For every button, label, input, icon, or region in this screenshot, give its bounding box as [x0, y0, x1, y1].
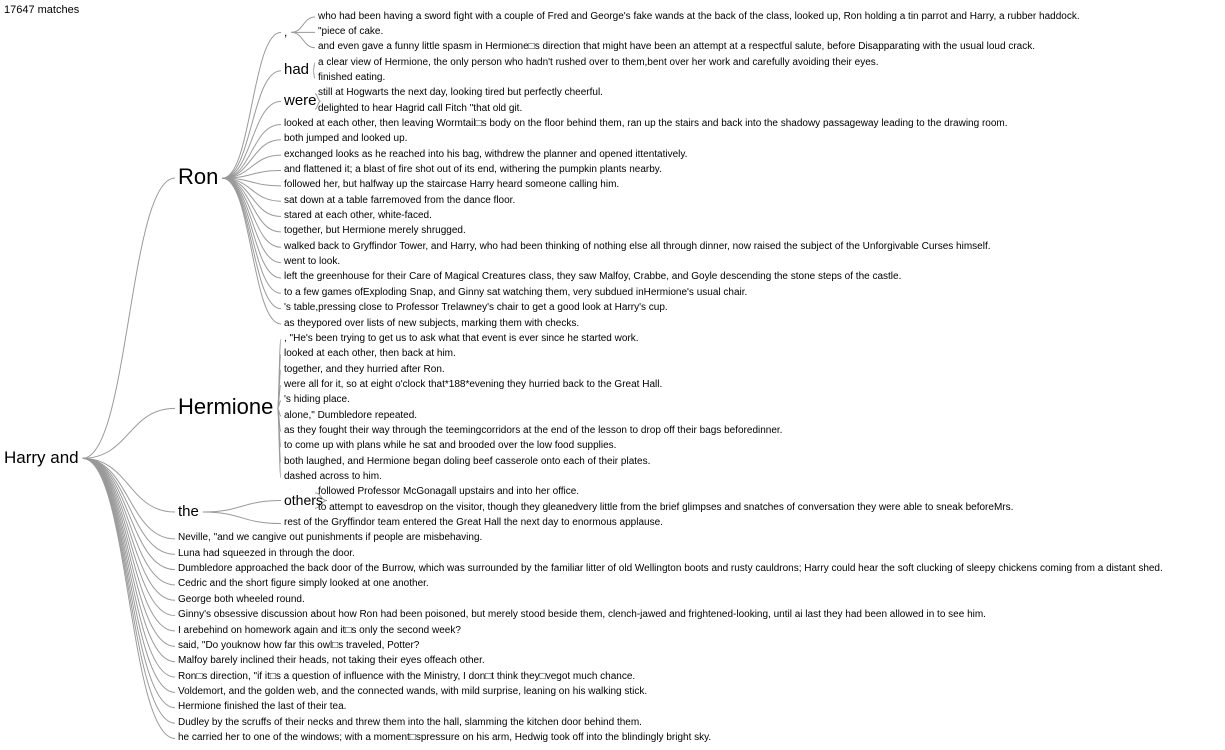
leaf-phrase[interactable]: followed Professor McGonagall upstairs and into her office. [318, 486, 580, 498]
leaf-phrase[interactable]: to a few games ofExploding Snap, and Ginny sat watching them, very subdued inHermione's usual chair. [284, 286, 748, 298]
leaf-phrase[interactable]: walked back to Gryffindor Tower, and Harry, who had been thinking of nothing else all through dinner, now raised the subject of the Unforgivable Curses himself. [284, 240, 991, 252]
root-phrase[interactable]: Harry and [4, 447, 79, 467]
tree-edge [291, 17, 315, 32]
leaf-phrase[interactable]: delighted to hear Hagrid call Fitch "that old git. [318, 102, 523, 114]
branch-word[interactable]: , [284, 24, 288, 39]
leaf-phrase[interactable]: Neville, "and we cangive out punishments if people are misbehaving. [178, 532, 483, 544]
leaf-phrase[interactable]: a clear view of Hermione, the only person who hadn't rushed over to them,bent over her work and carefully avoiding their eyes. [318, 56, 879, 68]
tree-edge [83, 458, 175, 600]
leaf-phrase[interactable]: both jumped and looked up. [284, 133, 408, 145]
leaf-phrase[interactable]: looked at each other, then leaving Wormtail□s body on the floor behind them, ran up the stairs and back into the shadowy passageway leading to the drawing room. [284, 117, 1008, 129]
branch-word[interactable]: the [178, 502, 199, 520]
leaf-phrase[interactable]: exchanged looks as he reached into his bag, withdrew the planner and opened ittentatively. [284, 148, 688, 160]
leaf-phrase[interactable]: Hermione finished the last of their tea. [178, 701, 347, 713]
leaf-phrase[interactable]: and flattened it; a blast of fire shot out of its end, withering the pumpkin plants nearby. [284, 164, 662, 175]
leaf-phrase[interactable]: as they fought their way through the teemingcorridors at the end of the lesson to drop off their bags beforedinner. [284, 424, 783, 436]
leaf-phrase[interactable]: 's table,pressing close to Professor Trelawney's chair to get a good look at Harry's cup. [284, 302, 668, 314]
tree-edge [291, 32, 315, 47]
tree-edge [222, 71, 281, 178]
tree-edge [222, 178, 281, 278]
leaf-phrase[interactable]: left the greenhouse for their Care of Magical Creatures class, they saw Malfoy, Crabbe, and Goyle descending the stone steps of the castle. [284, 271, 902, 283]
leaf-phrase[interactable]: rest of the Gryffindor team entered the Great Hall the next day to enormous applause. [284, 517, 663, 529]
branch-word[interactable]: Ron [178, 164, 219, 190]
tree-edge [83, 458, 175, 707]
tree-edge [222, 178, 281, 293]
leaf-phrase[interactable]: Dumbledore approached the back door of the Burrow, which was surrounded by the familiar litter of old Wellington boots and rusty cauldrons; Harry could hear the soft clucking of sleepy chickens coming from a distant shed. [178, 563, 1163, 575]
leaf-phrase[interactable]: "piece of cake. [318, 25, 384, 37]
branch-word[interactable]: others [284, 491, 323, 508]
leaf-phrase[interactable]: as theypored over lists of new subjects, marking them with checks. [284, 317, 580, 329]
tree-edge [83, 458, 175, 554]
leaf-phrase[interactable]: dashed across to him. [284, 471, 382, 482]
leaf-phrase[interactable]: 's hiding place. [284, 394, 350, 406]
tree-edge [83, 458, 175, 646]
tree-edge [313, 71, 315, 79]
leaf-phrase[interactable]: , "He's been trying to get us to ask what that event is ever since he started work. [284, 332, 639, 344]
branch-word[interactable]: Hermione [178, 394, 274, 420]
leaf-phrase[interactable]: to attempt to eavesdrop on the visitor, though they gleanedvery little from the brief glimpses and snatches of conversation they were able to sneak beforeMrs. [318, 501, 1014, 513]
leaf-phrase[interactable]: alone," Dumbledore repeated. [284, 409, 418, 421]
tree-edge [203, 501, 281, 513]
leaf-phrase[interactable]: to come up with plans while he sat and brooded over the low food supplies. [284, 440, 617, 452]
branch-word[interactable]: were [284, 92, 317, 110]
leaf-phrase[interactable]: went to look. [284, 256, 341, 268]
leaf-phrase[interactable]: Malfoy barely inclined their heads, not taking their eyes offeach other. [178, 655, 485, 667]
leaf-phrase[interactable]: Ron□s direction, "if it□s a question of influence with the Ministry, I don□t think they□vegot much chance. [178, 670, 636, 682]
leaf-phrase[interactable]: were all for it, so at eight o'clock that*188*evening they hurried back to the Great Hall. [284, 378, 663, 390]
tree-edge [83, 458, 175, 677]
branch-word[interactable]: had [284, 61, 310, 79]
tree-edge [222, 178, 281, 232]
leaf-phrase[interactable]: stared at each other, white-faced. [284, 210, 432, 222]
leaf-phrase[interactable]: who had been having a sword fight with a couple of Fred and George's fake wands at the back of the class, looked up, Ron holding a tin parrot and Harry, a rubber haddock. [318, 10, 1080, 22]
leaf-phrase[interactable]: looked at each other, then back at him. [284, 348, 456, 360]
tree-edge [83, 458, 175, 738]
leaf-phrase[interactable]: together, but Hermione merely shrugged. [284, 225, 466, 237]
leaf-phrase[interactable]: Luna had squeezed in through the door. [178, 547, 355, 559]
leaf-phrase[interactable]: together, and they hurried after Ron. [284, 363, 445, 375]
tree-edge [83, 458, 175, 631]
leaf-phrase[interactable]: both laughed, and Hermione began doling beef casserole onto each of their plates. [284, 455, 651, 467]
leaf-phrase[interactable]: Ginny's obsessive discussion about how Ron had been poisoned, but merely stood beside them, clench-jawed and frightened-looking, until ai last they had been allowed in to see him. [178, 609, 986, 621]
leaf-phrase[interactable]: still at Hogwarts the next day, looking tired but perfectly cheerful. [318, 87, 603, 99]
tree-edge [313, 63, 315, 71]
leaf-phrase[interactable]: Cedric and the short figure simply looked at one another. [178, 578, 429, 590]
leaf-phrase[interactable]: finished eating. [318, 71, 386, 83]
leaf-phrase[interactable]: sat down at a table farremoved from the dance floor. [284, 194, 516, 206]
tree-edge [83, 458, 175, 692]
tree-edge [83, 178, 175, 458]
leaf-phrase[interactable]: said, "Do youknow how far this owl□s traveled, Potter? [178, 639, 420, 651]
tree-edge [203, 512, 281, 524]
tree-edge [222, 124, 281, 178]
tree-edge [83, 458, 175, 539]
leaf-phrase[interactable]: I arebehind on homework again and it□s only the second week? [178, 624, 461, 636]
leaf-phrase[interactable]: followed her, but halfway up the staircase Harry heard someone calling him. [284, 179, 620, 191]
leaf-phrase[interactable]: and even gave a funny little spasm in Hermione□s direction that might have been an attempt at a respectful salute, before Disapparating with the usual loud crack. [318, 41, 1036, 53]
match-count: 17647 matches [4, 4, 80, 16]
tree-edge [83, 458, 175, 661]
leaf-phrase[interactable]: Dudley by the scruffs of their necks and threw them into the hall, slamming the kitchen door behind them. [178, 716, 642, 728]
leaf-phrase[interactable]: he carried her to one of the windows; with a moment□spressure on his arm, Hedwig took off into the blindingly bright sky. [178, 731, 712, 743]
leaf-phrase[interactable]: Voldemort, and the golden web, and the connected wands, with mild surprise, leaning on his walking stick. [178, 685, 648, 697]
tree-edge [83, 408, 175, 458]
leaf-phrase[interactable]: George both wheeled round. [178, 593, 305, 605]
